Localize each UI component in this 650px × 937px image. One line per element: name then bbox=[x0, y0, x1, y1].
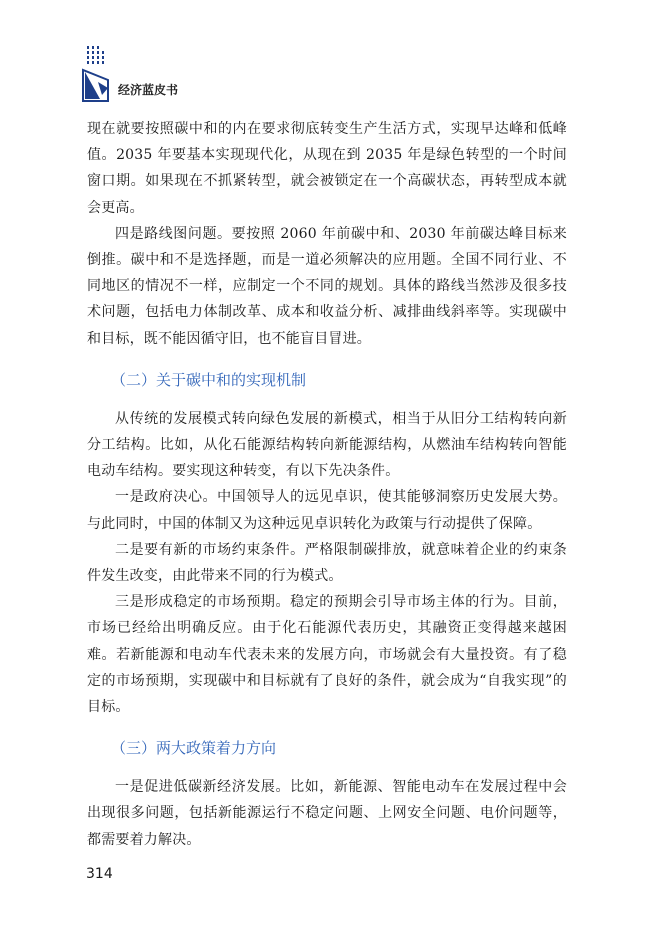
section-heading: （三）两大政策着力方向 bbox=[111, 739, 277, 758]
body-paragraph: 一是促进低碳新经济发展。比如，新能源、智能电动车在发展过程中会出现很多问题，包括新能源运行不稳定问题、上网安全问题、电价问题等，都需要着力解决。 bbox=[87, 779, 567, 848]
book-title: 经济蓝皮书 bbox=[118, 83, 179, 97]
body-paragraph: 从传统的发展模式转向绿色发展的新模式，相当于从旧分工结构转向新分工结构。比如，从化石能源结构转向新能源结构，从燃油车结构转向智能电动车结构。要实现这种转变，有以下先决条件。 bbox=[87, 410, 567, 480]
body-paragraph: 三是形成稳定的市场预期。稳定的预期会引导市场主体的行为。目前，市场已经给出明确反应。由于化石能源代表历史，其融资正变得越来越困难。若新能源和电动车代表未来的发展方向，市场就会有大量投资。有了稳定的市场预期，实现碳中和目标就有了良好的条件，就会成为“自我实现”的目标。 bbox=[87, 594, 567, 716]
running-header bbox=[82, 44, 282, 104]
page-body bbox=[87, 116, 567, 853]
body-paragraph: 四是路线图问题。要按照 2060 年前碳中和、2030 年前碳达峰目标来倒推。碳中和不是选择题，而是一道必须解决的应用题。全国不同行业、不同地区的情况不一样，应制定一个不同的规划。具体的路线当然涉及很多技术问题，包括电力体制改革、成本和收益分析、减排曲线斜率等。实现碳中和目标，既不能因循守旧，也不能盲目冒进。 bbox=[87, 225, 567, 347]
page-number: 314 bbox=[86, 866, 113, 882]
section-heading: （二）关于碳中和的实现机制 bbox=[111, 370, 307, 389]
book-pen-logo-icon bbox=[82, 44, 110, 104]
body-paragraph: 二是要有新的市场约束条件。严格限制碳排放，就意味着企业的约束条件发生改变，由此带来不同的行为模式。 bbox=[87, 541, 567, 585]
body-paragraph: 现在就要按照碳中和的内在要求彻底转变生产生活方式，实现早达峰和低峰值。2035 年要基本实现现代化，从现在到 2035 年是绿色转型的一个时间窗口期。如果现在不抓紧转型，就会被锁定在一个高碳状态，再转型成本就会更高。 bbox=[87, 121, 567, 216]
body-paragraph: 一是政府决心。中国领导人的远见卓识，使其能够洞察历史发展大势。与此同时，中国的体制又为这种远见卓识转化为政策与行动提供了保障。 bbox=[87, 489, 567, 532]
